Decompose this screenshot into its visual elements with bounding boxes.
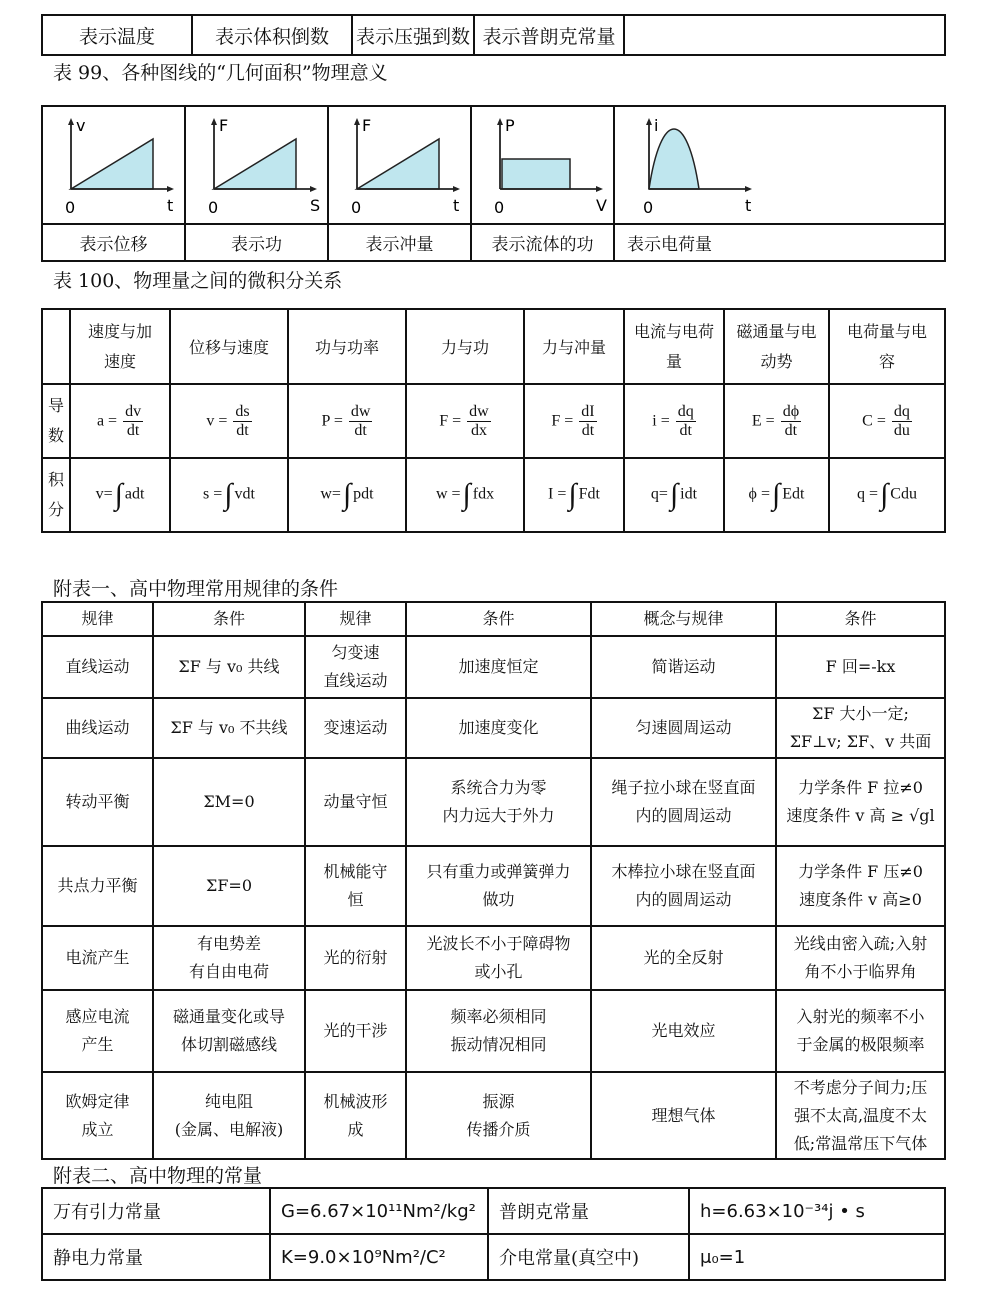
table-cell bbox=[42, 926, 153, 990]
graph-label: 表示电荷量 bbox=[614, 224, 945, 261]
cell-line: ΣF=0 bbox=[206, 876, 252, 895]
table-cell bbox=[406, 698, 591, 758]
header-cell: 条件 bbox=[776, 602, 945, 636]
origin-label: 0 bbox=[643, 198, 654, 217]
cell-line: 恒 bbox=[347, 890, 364, 909]
cell-line: 传播介质 bbox=[466, 1119, 531, 1139]
cell-line: 匀变速 bbox=[331, 643, 380, 662]
cell-line: 只有重力或弹簧弹力 bbox=[426, 862, 571, 881]
integral-sign-icon: ∫ bbox=[224, 478, 233, 511]
derivative-cell: v = $\frac{ds}{dt}$ bbox=[170, 384, 288, 458]
table-cell bbox=[42, 846, 153, 926]
header-cell: 功与功率 bbox=[288, 309, 406, 384]
table100-caption: 表 100、物理量之间的微积分关系 bbox=[53, 270, 343, 292]
cell-line: 产生 bbox=[81, 1035, 114, 1054]
table-cell bbox=[776, 698, 945, 758]
cell-line: 成立 bbox=[81, 1119, 114, 1139]
header-cell: 电流与电荷 量 bbox=[624, 309, 724, 384]
cell-line: 动量守恒 bbox=[323, 792, 388, 811]
y-axis-arrow-icon bbox=[211, 118, 217, 125]
cell-line: 速度条件 v 高 ≥ √gl bbox=[786, 806, 935, 825]
cell-line: 光波长不小于障碍物 bbox=[426, 934, 571, 953]
table-cell bbox=[42, 758, 153, 846]
y-axis-label: P bbox=[504, 116, 515, 135]
table-cell bbox=[591, 926, 776, 990]
table-row bbox=[42, 1072, 945, 1159]
cell-line: 频率必须相同 bbox=[450, 1007, 547, 1026]
header-cell: 电荷量与电 容 bbox=[829, 309, 945, 384]
cell-line: 力学条件 F 拉≠0 bbox=[798, 778, 923, 797]
cell-line: ΣF 大小一定; bbox=[812, 704, 909, 723]
cell-line: ΣF⊥v; ΣF、v 共面 bbox=[789, 732, 932, 751]
header-cell: 条件 bbox=[406, 602, 591, 636]
graph-cell bbox=[185, 106, 328, 224]
table-cell bbox=[406, 758, 591, 846]
table-cell bbox=[776, 636, 945, 698]
header-cell: 磁通量与电 动势 bbox=[724, 309, 829, 384]
table-cell bbox=[42, 636, 153, 698]
cell-line: 振动情况相同 bbox=[450, 1035, 547, 1054]
graph-area-impulse bbox=[335, 111, 465, 219]
y-axis-label: v bbox=[75, 116, 85, 135]
table-row bbox=[42, 926, 945, 990]
table-cell bbox=[406, 990, 591, 1072]
appendix2-table bbox=[41, 1187, 946, 1281]
y-axis-arrow-icon bbox=[646, 118, 652, 125]
area-arch bbox=[649, 129, 699, 189]
table-cell bbox=[153, 1072, 305, 1159]
table-cell bbox=[591, 846, 776, 926]
cell-line: 于金属的极限频率 bbox=[796, 1035, 925, 1054]
integral-sign-icon: ∫ bbox=[114, 478, 123, 511]
integral-sign-icon: ∫ bbox=[772, 478, 781, 511]
header-cell: 条件 bbox=[153, 602, 305, 636]
table-cell bbox=[305, 846, 406, 926]
derivative-cell: F = $\frac{dw}{dx}$ bbox=[406, 384, 524, 458]
table-cell bbox=[305, 636, 406, 698]
table-cell bbox=[776, 926, 945, 990]
table-cell bbox=[776, 1072, 945, 1159]
cell-line: 机械波形 bbox=[323, 1091, 388, 1111]
table-cell bbox=[591, 758, 776, 846]
integral-cell: I =∫ Fdt bbox=[524, 458, 624, 532]
cell-line: 内的圆周运动 bbox=[635, 890, 732, 909]
header-cell: 力与功 bbox=[406, 309, 524, 384]
cell-line: 入射光的频率不小 bbox=[796, 1007, 925, 1026]
x-axis-arrow-icon bbox=[167, 186, 174, 192]
table-cell bbox=[406, 926, 591, 990]
origin-label: 0 bbox=[493, 198, 504, 217]
appendix1-caption: 附表一、高中物理常用规律的条件 bbox=[53, 578, 339, 600]
cell-line: 转动平衡 bbox=[65, 792, 130, 811]
table-row bbox=[42, 1188, 945, 1234]
cell-line: ΣF 与 v₀ 共线 bbox=[178, 657, 280, 676]
cell-line: 光线由密入疏;入射 bbox=[793, 934, 928, 953]
area-rectangle bbox=[502, 159, 570, 189]
derivative-row bbox=[42, 384, 945, 458]
table-cell bbox=[406, 846, 591, 926]
origin-label: 0 bbox=[64, 198, 75, 217]
appendix1-table bbox=[41, 601, 946, 1160]
cell-line: 速度条件 v 高≥0 bbox=[799, 890, 922, 909]
integral-cell: v=∫ adt bbox=[70, 458, 170, 532]
graph-area-work bbox=[192, 111, 322, 219]
table-cell bbox=[591, 990, 776, 1072]
table-cell bbox=[591, 636, 776, 698]
constant-value: μ₀=1 bbox=[689, 1234, 945, 1280]
constant-name: 介电常量(真空中) bbox=[488, 1234, 689, 1280]
table-row bbox=[42, 846, 945, 926]
graph-label: 表示冲量 bbox=[328, 224, 471, 261]
appendix2-caption: 附表二、高中物理的常量 bbox=[53, 1165, 263, 1187]
derivative-cell: E = $\frac{d\phi}{dt}$ bbox=[724, 384, 829, 458]
table-cell bbox=[305, 926, 406, 990]
y-axis-arrow-icon bbox=[497, 118, 503, 125]
cell-line: 木棒拉小球在竖直面 bbox=[611, 862, 756, 881]
table-cell bbox=[153, 846, 305, 926]
table-cell bbox=[406, 1072, 591, 1159]
graph-cell bbox=[471, 106, 614, 224]
table-row bbox=[42, 1234, 945, 1280]
header-cell: 规律 bbox=[305, 602, 406, 636]
cell-line: 有电势差 bbox=[196, 934, 261, 953]
cell-line: F 回=-kx bbox=[825, 657, 896, 676]
cell-line: 做功 bbox=[482, 890, 515, 909]
cell-line: 直线运动 bbox=[65, 657, 130, 676]
table-cell bbox=[153, 926, 305, 990]
y-axis-arrow-icon bbox=[354, 118, 360, 125]
cell-line: 系统合力为零 bbox=[450, 778, 547, 797]
integral-sign-icon: ∫ bbox=[462, 478, 471, 511]
integral-cell: w=∫ pdt bbox=[288, 458, 406, 532]
top-cell: 表示体积倒数 bbox=[192, 15, 352, 55]
x-axis-label: S bbox=[309, 196, 320, 215]
appendix1-header-row bbox=[42, 602, 945, 636]
integral-sign-icon: ∫ bbox=[568, 478, 577, 511]
integral-cell: q =∫ Cdu bbox=[829, 458, 945, 532]
cell-line: 感应电流 bbox=[65, 1007, 130, 1026]
derivative-cell: F = $\frac{dI}{dt}$ bbox=[524, 384, 624, 458]
table-cell bbox=[591, 698, 776, 758]
top-cell bbox=[624, 15, 945, 55]
constant-name: 静电力常量 bbox=[42, 1234, 270, 1280]
integral-sign-icon: ∫ bbox=[880, 478, 889, 511]
table-row bbox=[42, 698, 945, 758]
header-cell: 概念与规律 bbox=[591, 602, 776, 636]
constant-value: K=9.0×10⁹Nm²/C² bbox=[270, 1234, 488, 1280]
table-cell bbox=[42, 1072, 153, 1159]
derivative-cell: P = $\frac{dw}{dt}$ bbox=[288, 384, 406, 458]
cell-line: 磁通量变化或导 bbox=[172, 1007, 285, 1026]
row-label-derivative: 导 数 bbox=[42, 384, 70, 458]
derivative-cell: a = $\frac{dv}{dt}$ bbox=[70, 384, 170, 458]
cell-line: 光的衍射 bbox=[323, 948, 388, 967]
x-axis-arrow-icon bbox=[453, 186, 460, 192]
header-cell: 位移与速度 bbox=[170, 309, 288, 384]
table-cell bbox=[153, 758, 305, 846]
graph-cell bbox=[614, 106, 945, 224]
graph-area-fluid-work bbox=[478, 111, 608, 219]
table-cell bbox=[776, 758, 945, 846]
cell-line: 机械能守 bbox=[323, 862, 388, 881]
x-axis-arrow-icon bbox=[745, 186, 752, 192]
integral-sign-icon: ∫ bbox=[669, 478, 679, 511]
cell-line: 光的干涉 bbox=[323, 1021, 388, 1040]
integral-cell: w =∫ fdx bbox=[406, 458, 524, 532]
cell-line: 共点力平衡 bbox=[57, 876, 138, 895]
table-cell bbox=[42, 990, 153, 1072]
table-cell bbox=[776, 990, 945, 1072]
table100-header-row bbox=[42, 309, 945, 384]
cell-line: 加速度恒定 bbox=[458, 657, 539, 676]
header-cell: 速度与加 速度 bbox=[70, 309, 170, 384]
cell-line: 体切割磁感线 bbox=[180, 1035, 277, 1054]
graph-area-charge bbox=[627, 111, 757, 219]
area-triangle bbox=[214, 139, 296, 189]
cell-line: 匀速圆周运动 bbox=[635, 718, 732, 737]
table-cell bbox=[153, 698, 305, 758]
cell-line: ΣF 与 v₀ 不共线 bbox=[170, 718, 288, 737]
cell-line: 绳子拉小球在竖直面 bbox=[611, 778, 756, 797]
constant-name: 普朗克常量 bbox=[488, 1188, 689, 1234]
table-cell bbox=[305, 1072, 406, 1159]
cell-line: 光的全反射 bbox=[643, 948, 724, 967]
table99-caption: 表 99、各种图线的“几何面积”物理意义 bbox=[53, 62, 388, 84]
cell-line: 变速运动 bbox=[323, 718, 388, 737]
table100 bbox=[41, 308, 946, 533]
x-axis-label: t bbox=[745, 196, 752, 215]
table-cell bbox=[42, 698, 153, 758]
row-label-integral: 积 分 bbox=[42, 458, 70, 532]
cell-line: 或小孔 bbox=[474, 962, 523, 981]
header-cell: 规律 bbox=[42, 602, 153, 636]
cell-line: 角不小于临界角 bbox=[804, 962, 917, 981]
cell-line: 有自由电荷 bbox=[188, 962, 269, 981]
cell-line: 内力远大于外力 bbox=[442, 806, 555, 825]
table-cell bbox=[153, 990, 305, 1072]
integral-cell: q=∫ idt bbox=[624, 458, 724, 532]
table-cell bbox=[305, 758, 406, 846]
x-axis-label: V bbox=[595, 196, 607, 215]
cell-line: 强不太高,温度不太 bbox=[793, 1105, 928, 1125]
cell-line: 电流产生 bbox=[65, 948, 130, 967]
integral-row bbox=[42, 458, 945, 532]
table99 bbox=[41, 105, 946, 262]
y-axis-label: F bbox=[361, 116, 371, 135]
cell-line: ΣM=0 bbox=[203, 792, 255, 811]
cell-line: 成 bbox=[347, 1119, 364, 1139]
cell-line: 力学条件 F 压≠0 bbox=[798, 862, 923, 881]
top-row-table bbox=[41, 14, 946, 56]
x-axis-arrow-icon bbox=[596, 186, 603, 192]
table-cell bbox=[776, 846, 945, 926]
y-axis-label: i bbox=[654, 116, 659, 135]
x-axis-label: t bbox=[166, 196, 173, 215]
table-cell bbox=[406, 636, 591, 698]
graph-area-displacement bbox=[49, 111, 179, 219]
table-cell bbox=[305, 698, 406, 758]
cell-line: 纯电阻 bbox=[204, 1091, 253, 1111]
area-triangle bbox=[357, 139, 439, 189]
cell-line: (金属、电解液) bbox=[174, 1119, 284, 1139]
graph-cell bbox=[42, 106, 185, 224]
cell-line: 振源 bbox=[482, 1091, 515, 1111]
cell-line: 直线运动 bbox=[323, 671, 388, 690]
cell-line: 欧姆定律 bbox=[65, 1091, 130, 1111]
origin-label: 0 bbox=[207, 198, 218, 217]
graph-label: 表示功 bbox=[185, 224, 328, 261]
area-triangle bbox=[71, 139, 153, 189]
cell-line: 理想气体 bbox=[651, 1105, 716, 1125]
cell-line: 不考虑分子间力;压 bbox=[793, 1077, 928, 1097]
y-axis-label: F bbox=[218, 116, 228, 135]
constant-value: h=6.63×10⁻³⁴j • s bbox=[689, 1188, 945, 1234]
table-row bbox=[42, 758, 945, 846]
top-cell: 表示压强到数 bbox=[352, 15, 474, 55]
integral-sign-icon: ∫ bbox=[342, 478, 352, 511]
derivative-cell: i = $\frac{dq}{dt}$ bbox=[624, 384, 724, 458]
table-row bbox=[42, 636, 945, 698]
cell-line: 内的圆周运动 bbox=[635, 806, 732, 825]
header-cell: 力与冲量 bbox=[524, 309, 624, 384]
origin-label: 0 bbox=[350, 198, 361, 217]
integral-cell: s =∫ vdt bbox=[170, 458, 288, 532]
x-axis-arrow-icon bbox=[310, 186, 317, 192]
table-row bbox=[42, 990, 945, 1072]
top-cell: 表示普朗克常量 bbox=[474, 15, 624, 55]
y-axis-arrow-icon bbox=[68, 118, 74, 125]
cell-line: 光电效应 bbox=[651, 1021, 716, 1040]
constant-value: G=6.67×10¹¹Nm²/kg² bbox=[270, 1188, 488, 1234]
cell-line: 曲线运动 bbox=[65, 718, 130, 737]
graph-cell bbox=[328, 106, 471, 224]
table-cell bbox=[305, 990, 406, 1072]
cell-line: 低;常温常压下气体 bbox=[793, 1133, 928, 1153]
cell-line: 加速度变化 bbox=[458, 718, 539, 737]
table-cell bbox=[591, 1072, 776, 1159]
integral-cell: ϕ =∫ Edt bbox=[724, 458, 829, 532]
cell-line: 简谐运动 bbox=[651, 657, 716, 676]
constant-name: 万有引力常量 bbox=[42, 1188, 270, 1234]
graph-label: 表示流体的功 bbox=[471, 224, 614, 261]
graph-label: 表示位移 bbox=[42, 224, 185, 261]
derivative-cell: C = $\frac{dq}{du}$ bbox=[829, 384, 945, 458]
top-cell: 表示温度 bbox=[42, 15, 192, 55]
table-cell bbox=[153, 636, 305, 698]
x-axis-label: t bbox=[452, 196, 459, 215]
